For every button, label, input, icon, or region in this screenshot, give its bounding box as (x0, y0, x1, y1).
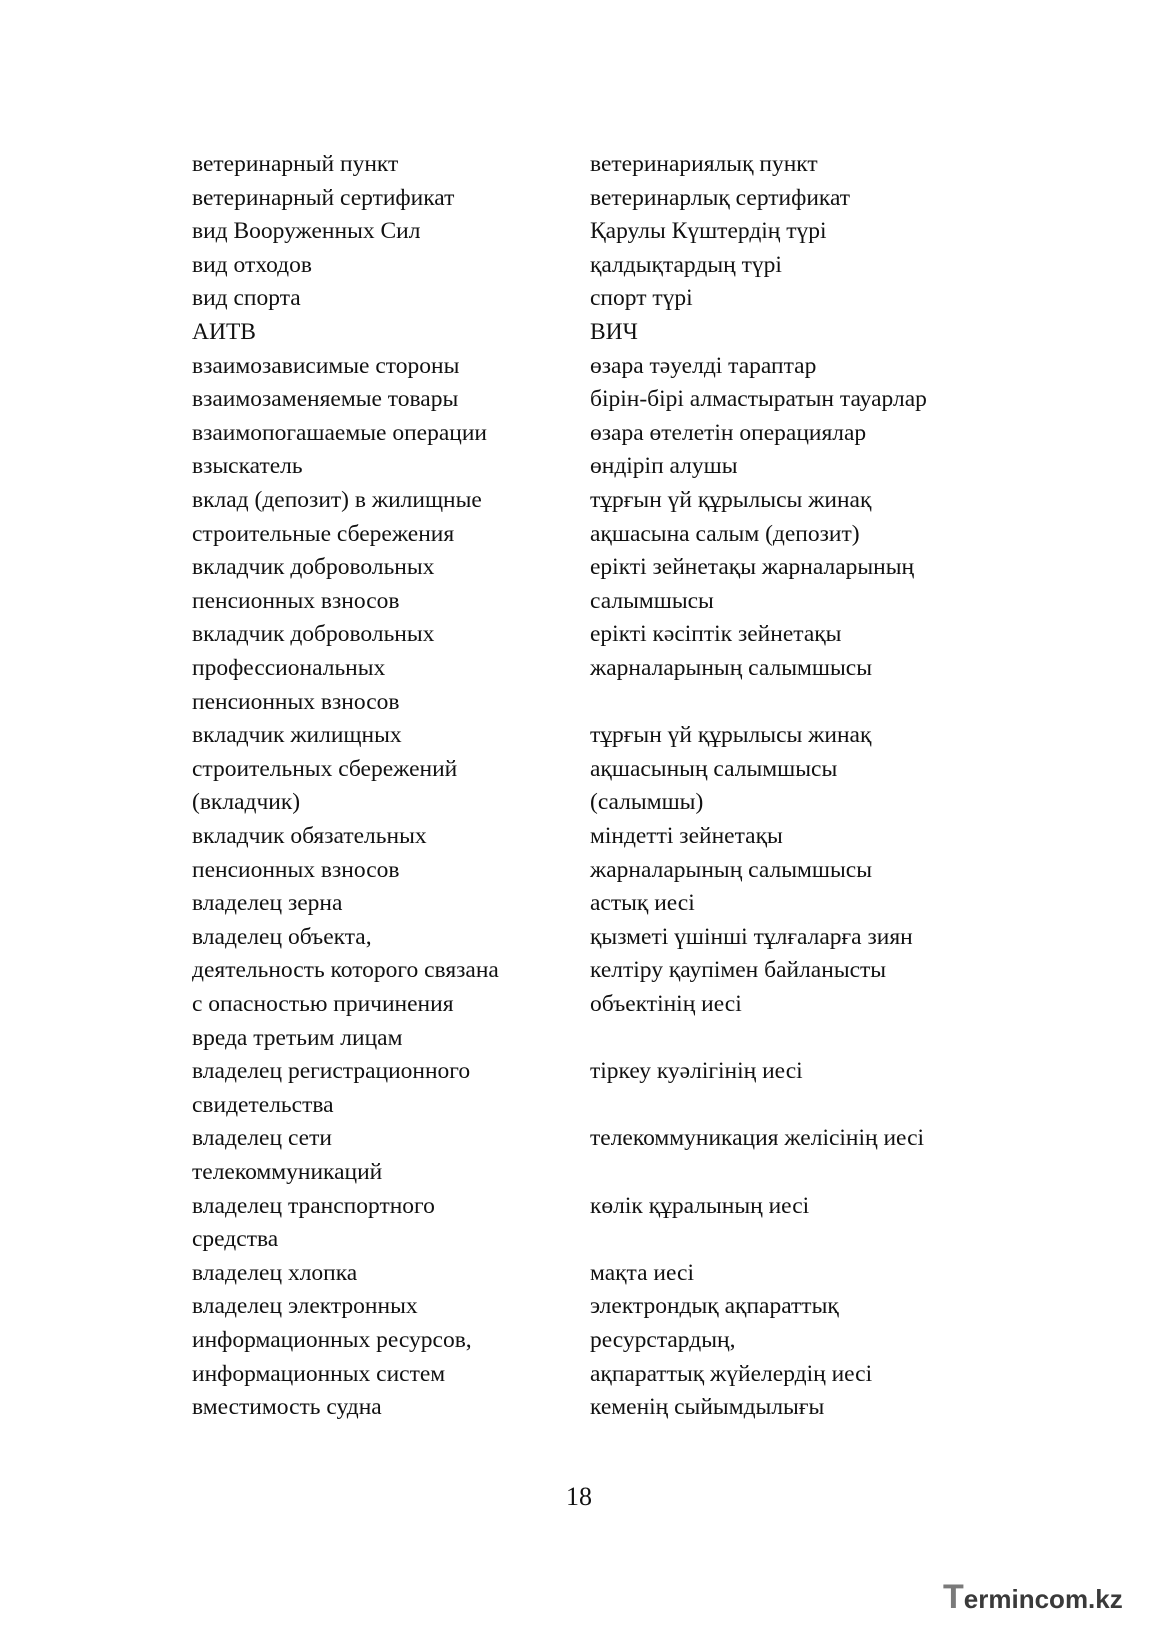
kazakh-term-line: ақшасына салым (депозит) (590, 520, 860, 547)
kazakh-term-line: ақпараттық жүйелердің иесі (590, 1360, 873, 1387)
russian-term-line: владелец объекта, (192, 923, 372, 950)
russian-term-line: взыскатель (192, 453, 303, 480)
russian-term-line: телекоммуникаций (192, 1159, 383, 1185)
russian-term-line: (вкладчик) (192, 789, 301, 816)
russian-term-line: владелец сети (192, 1125, 332, 1152)
kazakh-term-line: ветеринарлық сертификат (590, 184, 851, 211)
russian-term-line: АИТВ (192, 319, 256, 345)
russian-term-line: вклад (депозит) в жилищные (192, 487, 482, 513)
kazakh-term-line: өндіріп алушы (590, 453, 738, 480)
russian-term-line: взаимозависимые стороны (192, 352, 460, 379)
watermark-o: o (1049, 1584, 1065, 1614)
kazakh-term-line: салымшысы (590, 587, 714, 614)
watermark-tail: m.kz (1064, 1584, 1123, 1614)
russian-term-line: владелец электронных (192, 1293, 418, 1320)
russian-term-line: владелец транспортного (192, 1192, 435, 1219)
russian-term-line: владелец регистрационного (192, 1058, 471, 1085)
kazakh-term-line: ақшасының салымшысы (590, 755, 838, 782)
russian-term-line: информационных систем (192, 1360, 446, 1387)
kazakh-term-line: электрондық ақпараттық (590, 1293, 839, 1320)
kazakh-term-line: тіркеу куәлігінің иесі (590, 1058, 803, 1085)
kazakh-term-line: жарналарының салымшысы (590, 655, 872, 681)
kazakh-term-line: қалдықтардың түрі (590, 251, 782, 278)
kazakh-term-line: өзара тәуелді тараптар (590, 352, 817, 379)
kazakh-term-line: телекоммуникация желісінің иесі (590, 1125, 925, 1152)
kazakh-term-line: ветеринариялық пункт (590, 151, 818, 177)
russian-term-line: вреда третьим лицам (192, 1024, 403, 1051)
russian-term-line: вид спорта (192, 285, 301, 312)
russian-term-line: пенсионных взносов (192, 587, 400, 614)
kazakh-term-line: тұрғын үй құрылысы жинақ (590, 487, 872, 513)
kazakh-term-line: тұрғын үй құрылысы жинақ (590, 722, 872, 749)
kazakh-term-line: Қарулы Күштердің түрі (590, 218, 827, 245)
russian-term-line: вид Вооруженных Сил (192, 218, 421, 245)
watermark-initial: T (943, 1578, 964, 1616)
kazakh-term-line: спорт түрі (590, 285, 693, 312)
kazakh-term-line: қызметі үшінші тұлғаларға зиян (590, 923, 913, 950)
russian-term-line: средства (192, 1226, 279, 1253)
russian-term-line: информационных ресурсов, (192, 1327, 472, 1353)
page-number: 18 (566, 1482, 592, 1511)
kazakh-term-line: ерікті кәсіптік зейнетақы (590, 621, 842, 648)
kazakh-term-line: жарналарының салымшысы (590, 856, 872, 883)
russian-term-line: пенсионных взносов (192, 856, 400, 883)
russian-term-line: ветеринарный пункт (192, 151, 399, 177)
russian-term-line: профессиональных (192, 655, 386, 681)
russian-term-line: вкладчик обязательных (192, 823, 427, 849)
russian-term-line: деятельность которого связана (192, 957, 499, 984)
russian-term-line: строительные сбережения (192, 520, 455, 547)
kazakh-term-line: ерікті зейнетақы жарналарының (590, 554, 915, 581)
kazakh-term-line: ресурстардың, (590, 1327, 736, 1353)
kazakh-term-line: (салымшы) (590, 789, 704, 816)
russian-term-line: владелец хлопка (192, 1259, 358, 1286)
kazakh-term-line: астық иесі (590, 890, 695, 917)
russian-term-line: владелец зерна (192, 890, 343, 917)
termincom-watermark-logo (943, 1575, 1143, 1619)
russian-term-line: вкладчик жилищных (192, 722, 402, 749)
russian-term-line: строительных сбережений (192, 755, 458, 782)
russian-term-line: ветеринарный сертификат (192, 184, 455, 211)
russian-term-line: взаимозаменяемые товары (192, 386, 459, 413)
kazakh-term-line: келтіру қаупімен байланысты (590, 957, 887, 984)
kazakh-term-line: бірін-бірі алмастыратын тауарлар (590, 386, 927, 413)
russian-term-line: вкладчик добровольных (192, 621, 435, 648)
kazakh-term-line: ВИЧ (590, 319, 638, 345)
kazakh-term-line: мақта иесі (590, 1259, 694, 1286)
russian-term-line: пенсионных взносов (192, 688, 400, 715)
russian-term-line: с опасностью причинения (192, 991, 454, 1017)
watermark-text: erminc (963, 1584, 1050, 1614)
kazakh-term-line: өзара өтелетін операциялар (590, 419, 867, 446)
russian-term-line: взаимопогашаемые операции (192, 419, 487, 446)
kazakh-term-line: кеменің сыйымдылығы (590, 1394, 825, 1421)
kazakh-term-line: көлік құралының иесі (590, 1192, 810, 1219)
kazakh-term-line: объектінің иесі (590, 991, 742, 1017)
russian-term-line: свидетельства (192, 1091, 334, 1118)
russian-term-line: вид отходов (192, 251, 312, 278)
russian-term-line: вкладчик добровольных (192, 554, 435, 581)
russian-term-line: вместимость судна (192, 1394, 382, 1421)
kazakh-term-line: міндетті зейнетақы (590, 823, 783, 849)
